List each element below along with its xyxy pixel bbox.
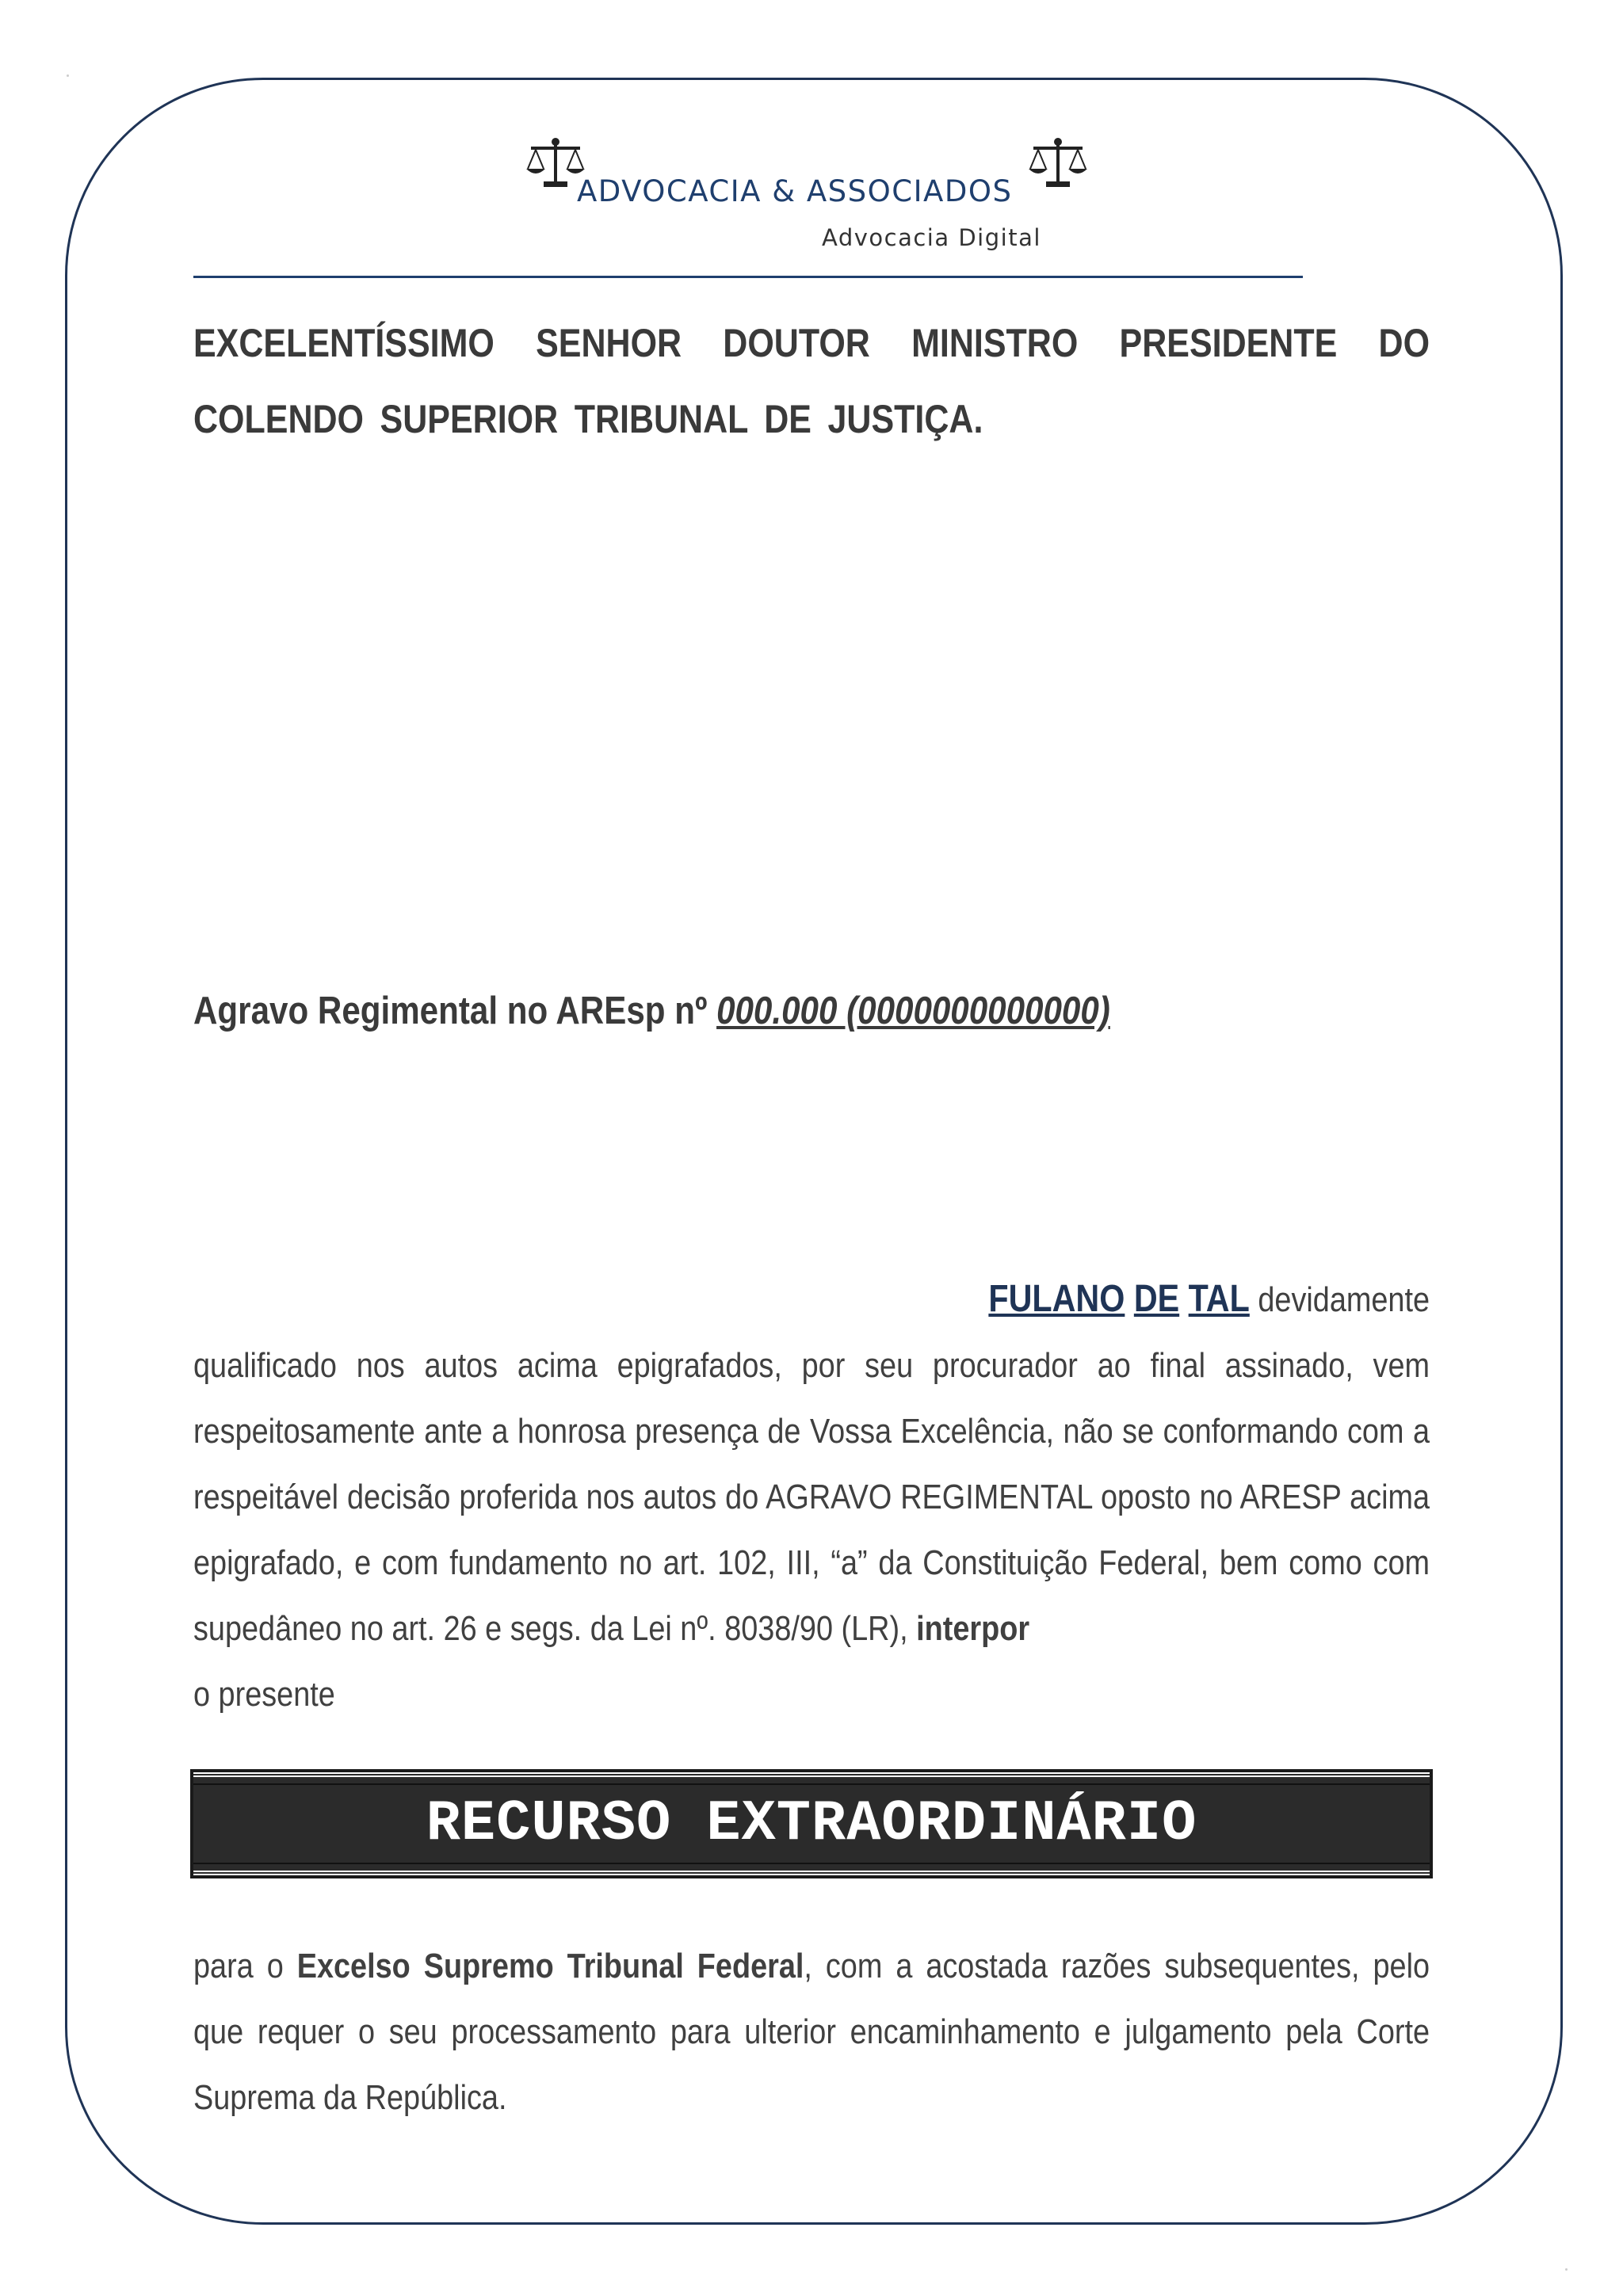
petition-first-line <box>193 1266 1430 1333</box>
header-divider <box>193 276 1303 278</box>
court-name: Excelso Supremo Tribunal Federal <box>296 1947 804 1985</box>
addressee <box>193 305 1430 457</box>
petition-ending: o presente <box>193 1675 335 1714</box>
petition-line1-rest: devidamente <box>1258 1280 1430 1319</box>
firm-subtitle: Advocacia Digital <box>822 224 1041 251</box>
case-number: 000.000 (0000000000000) <box>716 990 1110 1032</box>
petition-bold-word: interpor <box>916 1609 1030 1648</box>
petition-paragraph <box>193 1266 1430 1727</box>
scales-of-justice-icon <box>1027 137 1089 189</box>
petition-body: qualificado nos autos acima epigrafados, por seu procurador ao final assinado, vem respeitosamente ante a honrosa presença de Vossa Excelência, não se conformando com a respeitável decisão proferida nos autos do AGRAVO REGIMENTAL oposto no ARESP acima epigrafado, e com fundamento no art. 102, III, “a” da Constituição Federal, bem como com supedâneo no art. 26 e segs. da Lei nº. 8038/90 (LR), <box>193 1346 1430 1648</box>
letterhead <box>0 131 1623 257</box>
party-name: FULANO DE TAL <box>988 1278 1250 1320</box>
case-reference <box>193 989 1257 1033</box>
addressee-line-2: COLENDO SUPERIOR TRIBUNAL DE JUSTIÇA. <box>193 397 983 441</box>
scan-speck <box>67 74 69 77</box>
closing-prefix: para o <box>193 1947 297 1985</box>
firm-name: ADVOCACIA & ASSOCIADOS <box>577 174 1013 208</box>
banner-title: RECURSO EXTRAORDINÁRIO <box>426 1791 1197 1856</box>
addressee-line-1: EXCELENTÍSSIMO SENHOR DOUTOR MINISTRO PRESIDENTE DO <box>193 321 1430 365</box>
case-prefix: Agravo Regimental no AREsp nº <box>193 990 717 1032</box>
title-banner <box>193 1772 1430 1875</box>
closing-paragraph <box>193 1933 1430 2130</box>
scan-speck <box>1565 2268 1568 2271</box>
closing-rest: , com a acostada razões subsequentes, pelo que requer o seu processamento para ulterior encaminhamento e julgamento pela Corte Suprema da República. <box>193 1947 1430 2117</box>
